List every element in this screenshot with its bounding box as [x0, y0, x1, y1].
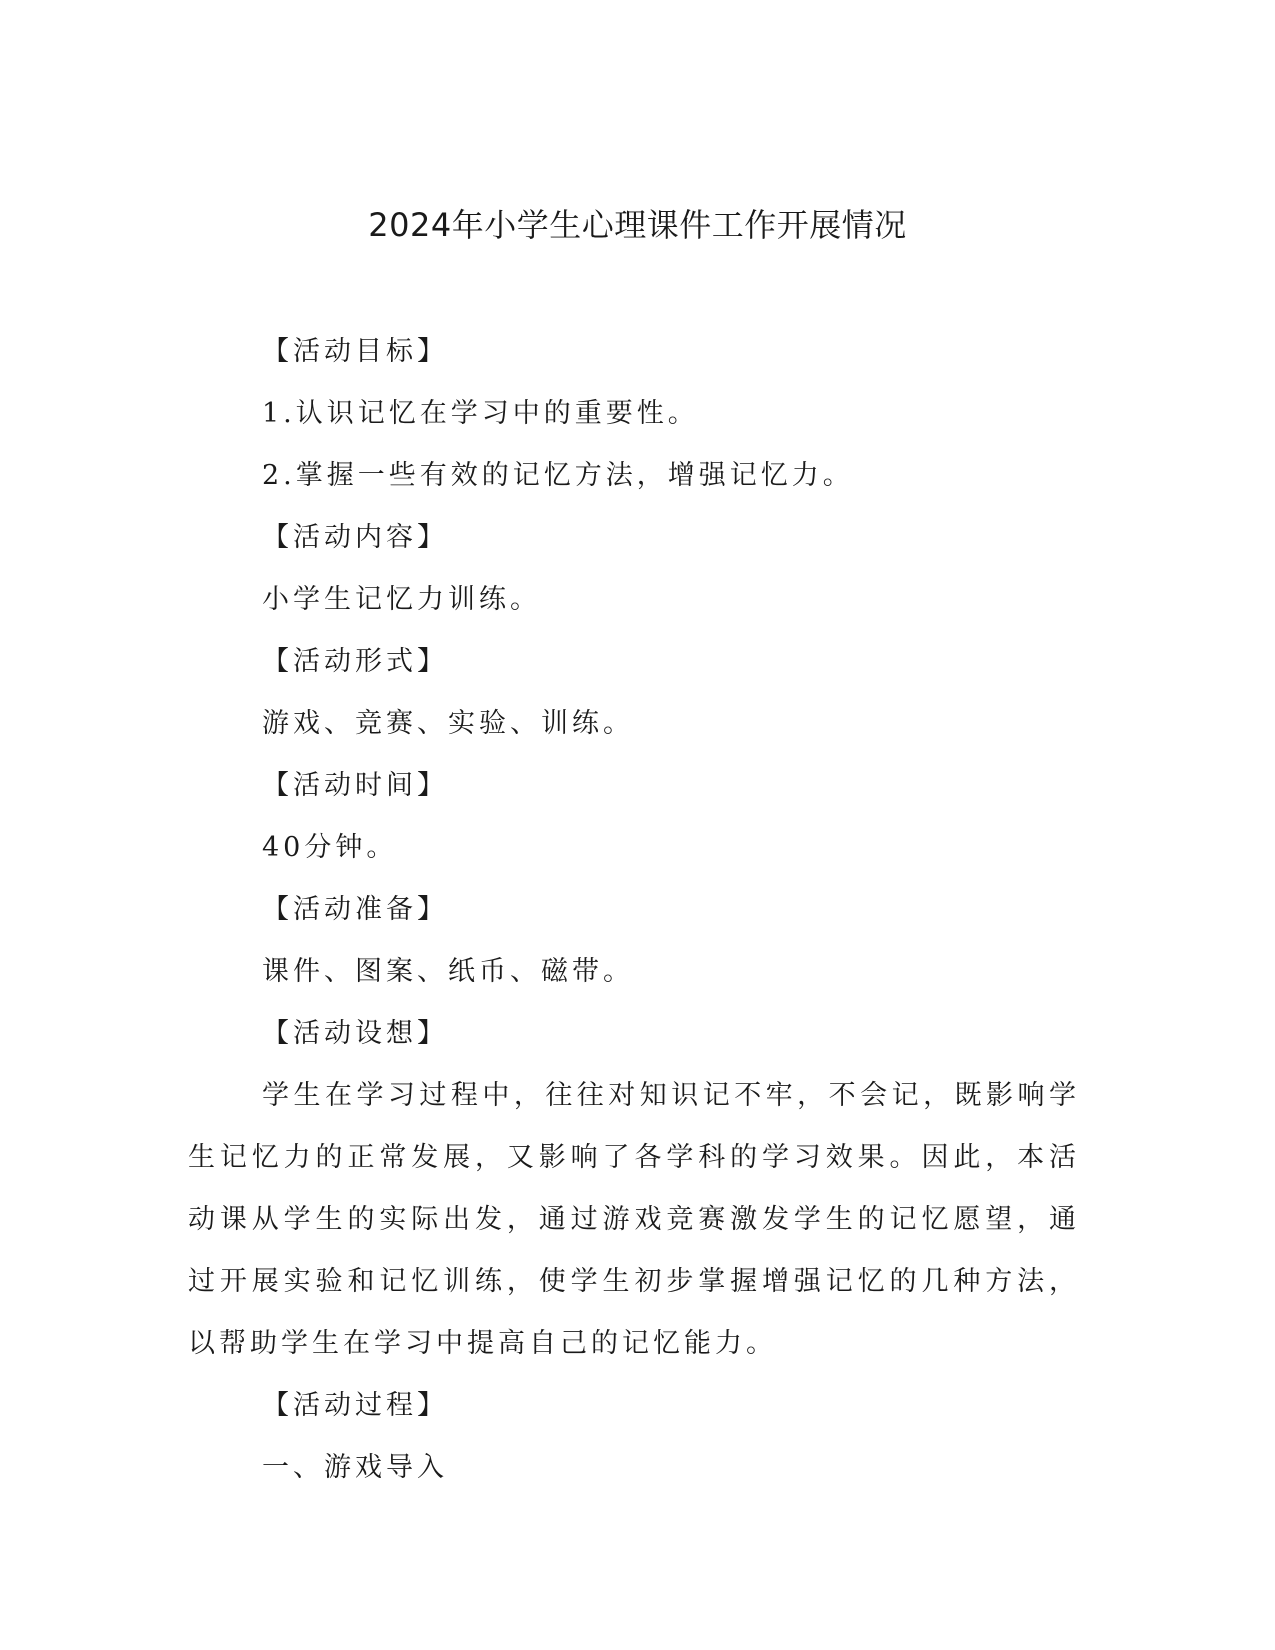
section-heading-preparation: 【活动准备】 [262, 894, 448, 925]
content-text: 小学生记忆力训练。 [262, 584, 541, 615]
time-text: 40分钟。 [262, 832, 398, 863]
section-heading-process: 【活动过程】 [262, 1390, 448, 1421]
document-body [188, 321, 1080, 1499]
form-text: 游戏、竞赛、实验、训练。 [262, 708, 634, 739]
concept-paragraph: 学生在学习过程中，往往对知识记不牢，不会记，既影响学生记忆力的正常发展，又影响了各学科的学习效果。因此，本活动课从学生的实际出发，通过游戏竞赛激发学生的记忆愿望，通过开展实验和记忆训练，使学生初步掌握增强记忆的几种方法，以帮助学生在学习中提高自己的记忆能力。 [188, 1080, 1080, 1359]
preparation-text: 课件、图案、纸币、磁带。 [262, 956, 634, 987]
section-heading-goals: 【活动目标】 [262, 336, 448, 367]
process-step-1: 一、游戏导入 [262, 1452, 448, 1483]
section-heading-time: 【活动时间】 [262, 770, 448, 801]
section-heading-content: 【活动内容】 [262, 522, 448, 553]
section-heading-form: 【活动形式】 [262, 646, 448, 677]
goal-item-2: 2.掌握一些有效的记忆方法，增强记忆力。 [262, 460, 854, 491]
goal-item-1: 1.认识记忆在学习中的重要性。 [262, 398, 699, 429]
section-heading-concept: 【活动设想】 [262, 1018, 448, 1049]
page-title: 2024年小学生心理课件工作开展情况 [368, 206, 907, 244]
